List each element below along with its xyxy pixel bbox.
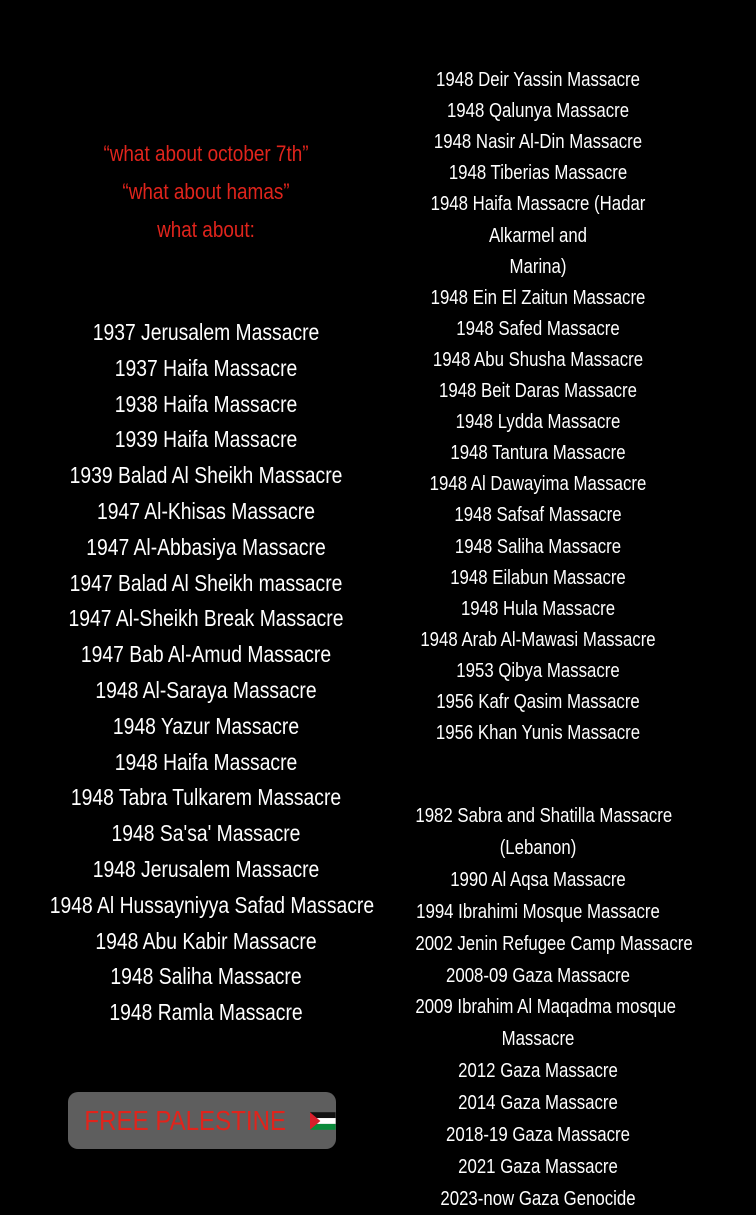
massacre-list-item: 1937 Jerusalem Massacre: [92, 319, 320, 345]
massacre-list-item: 2009 Ibrahim Al Maqadma mosque: [415, 996, 676, 1019]
massacre-list-item: Alkarmel and: [488, 224, 588, 247]
free-palestine-badge: [68, 1092, 336, 1149]
massacre-list-item: 1939 Balad Al Sheikh Massacre: [69, 462, 343, 489]
massacre-list-item: 1948 Ein El Zaitun Massacre: [430, 286, 646, 309]
massacre-list-item: 1982 Sabra and Shatilla Massacre: [415, 805, 673, 827]
massacre-list-item: 1948 Al-Saraya Massacre: [95, 677, 317, 703]
massacre-list-item: 1948 Saliha Massacre: [110, 963, 302, 990]
massacre-list-item: 1948 Hula Massacre: [460, 597, 616, 620]
question-october-7th: “what about october 7th”: [103, 141, 309, 166]
massacre-list-item: 1948 Abu Shusha Massacre: [432, 348, 644, 371]
massacre-list-item: 2012 Gaza Massacre: [458, 1060, 618, 1083]
massacre-list-item: 1948 Lydda Massacre: [455, 411, 621, 434]
massacre-list-item: Marina): [509, 255, 567, 278]
massacre-list-item: 1937 Haifa Massacre: [114, 354, 298, 381]
massacre-list-item: 1990 Al Aqsa Massacre: [450, 868, 626, 891]
question-hamas: “what about hamas”: [122, 179, 290, 204]
massacre-list-item: 1948 Qalunya Massacre: [446, 100, 630, 123]
massacre-list-item: 1948 Haifa Massacre (Hadar: [430, 193, 646, 216]
massacre-list-item: 1948 Nasir Al-Din Massacre: [433, 131, 643, 154]
massacre-list-item: 1994 Ibrahimi Mosque Massacre: [416, 900, 660, 923]
palestine-flag-icon: [310, 1110, 336, 1132]
massacre-list-item: 1948 Safsaf Massacre: [454, 504, 622, 527]
massacre-list-item: Massacre: [501, 1028, 575, 1051]
massacre-list-item: 1948 Jerusalem Massacre: [92, 856, 320, 882]
massacre-list-item: 1948 Tiberias Massacre: [448, 162, 628, 185]
massacre-list-item: 1938 Haifa Massacre: [114, 390, 298, 417]
massacre-list-item: 1947 Balad Al Sheikh massacre: [69, 569, 343, 596]
free-palestine-label: FREE PALESTINE: [84, 1104, 287, 1136]
massacre-list-item: 1953 Qibya Massacre: [456, 659, 620, 682]
massacre-list-item: 1948 Ramla Massacre: [109, 999, 303, 1026]
massacre-list-item: 2018-19 Gaza Massacre: [446, 1124, 630, 1146]
massacre-list-item: 1948 Al Dawayima Massacre: [429, 473, 647, 496]
massacre-list-item: 1947 Al-Khisas Massacre: [96, 498, 315, 524]
massacre-list-item: 2021 Gaza Massacre: [458, 1155, 618, 1178]
massacre-list-item: 1948 Haifa Massacre: [114, 748, 298, 775]
massacre-list-item: 1948 Deir Yassin Massacre: [436, 69, 640, 91]
massacre-list-item: 1948 Yazur Massacre: [112, 712, 300, 739]
massacre-list-item: 1948 Abu Kabir Massacre: [95, 927, 317, 954]
massacre-list-item: 1956 Kafr Qasim Massacre: [436, 691, 640, 713]
massacre-list-item: 2014 Gaza Massacre: [458, 1092, 618, 1115]
massacre-list-item: 1947 Bab Al-Amud Massacre: [80, 641, 332, 668]
massacre-list-item: 1948 Tantura Massacre: [450, 442, 626, 465]
massacre-list-item: 1947 Al-Abbasiya Massacre: [86, 533, 326, 560]
massacre-list-item: 1948 Arab Al-Mawasi Massacre: [420, 628, 656, 651]
massacre-list-item: 1948 Tabra Tulkarem Massacre: [70, 784, 342, 811]
massacre-list-item: 1948 Sa'sa' Massacre: [111, 820, 301, 847]
massacre-list-item: 1956 Khan Yunis Massacre: [435, 722, 641, 745]
massacre-list-item: 2023-now Gaza Genocide: [440, 1187, 636, 1210]
massacre-list-item: 1948 Beit Daras Massacre: [439, 380, 637, 402]
massacre-list-item: 1948 Safed Massacre: [456, 317, 620, 340]
massacre-list-item: 1939 Haifa Massacre: [114, 426, 298, 453]
massacre-list-item: 1947 Al-Sheikh Break Massacre: [68, 605, 344, 632]
massacre-list-item: 1948 Al Hussayniyya Safad Massacre: [49, 891, 375, 918]
massacre-list-item: (Lebanon): [499, 836, 577, 859]
question-what-about: what about:: [157, 217, 255, 242]
massacre-list-item: 1948 Saliha Massacre: [454, 535, 622, 558]
massacre-list-item: 1948 Eilabun Massacre: [450, 566, 626, 589]
massacre-list-item: 2008-09 Gaza Massacre: [446, 964, 630, 987]
massacre-list-item: 2002 Jenin Refugee Camp Massacre: [415, 932, 693, 955]
